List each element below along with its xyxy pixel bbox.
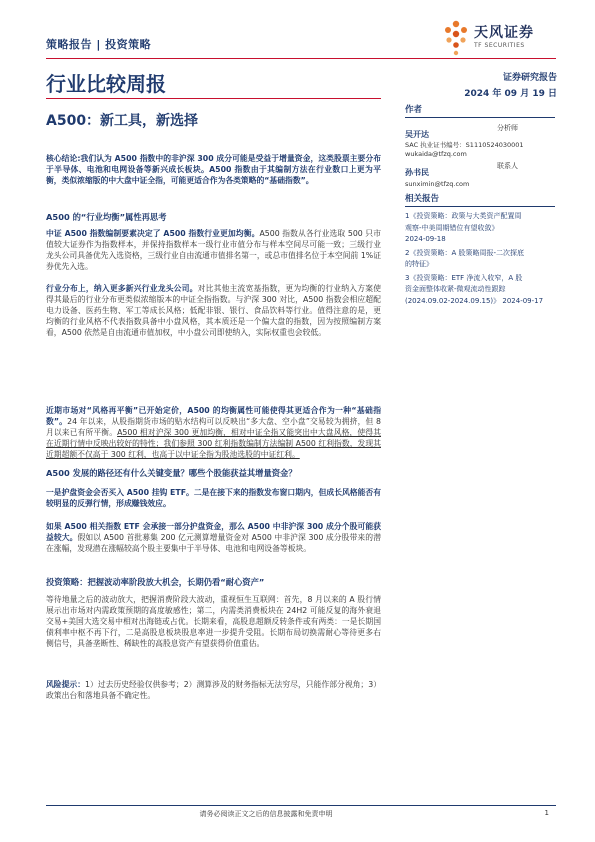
title-divider (46, 98, 381, 99)
paragraph-variables: 一是护盘资金会否买入 A500 挂钩 ETF。二是在接下来的指数发布窗口期内，但成长风格能否有较明显的反弹行情，形成赚钱效应。 (46, 488, 381, 508)
related-section (405, 192, 555, 307)
core-conclusion: 核心结论:我们认为 A500 指数中的非沪深 300 成分可能是受益于增量资金，这类股票主要分布于半导体、电池和电网设备等新兴成长板块。A500 指数由于其编制方法在行业数口上更为平衡，类似浓缩版的中大盘中证全指，可能更适合作为各类策略的“基础指数”。 (46, 154, 381, 185)
brand-logo (440, 18, 560, 62)
authors-section (405, 103, 555, 186)
authors-heading: 作者 (405, 105, 423, 115)
page-number: 1 (544, 809, 549, 817)
author-name: 吴开达 (405, 130, 429, 139)
paragraph-balance: 中证 A500 指数编制要素决定了 A500 指数行业更加均衡。A500 指数从各行业选取 500 只市值较大证券作为指数样本，并保持指数样本一级行业市值分布与样本空间尽可能一致；三级行业龙头公司具备优先入选资格，三级行业自由流通市值排名第一，或总市值排名位于本空间前 1%证券优先入选。 (46, 229, 381, 271)
section-heading-2: A500 发展的路径还有什么关键变量？哪些个股能获益其增量资金？ (46, 468, 297, 478)
paragraph-strategy: 等待地量之后的波动放大，把握消费阶段大波动，重视恒生互联网：首先，8 月以来的 A 股行情展示出市场对内需政策预期的高度敏感性；第二，内需类消费板块在 24H2 可能反复的海外衰退交易+美国大选交易中相对出海链或占优。长期来看，高股息超额反转条件或有两类：一是长期国债利率中枢不再下行，二是高股息板块股息率进一步提升受阻。长期布局切换需耐心等待更多右侧信号，具备垄断性、稀缺性的高股息资产有望获得价值重估。 (46, 595, 381, 648)
author-role: 分析师 (497, 124, 518, 132)
paragraph-industry: 行业分布上，纳入更多新兴行业龙头公司。对比其他主流宽基指数，更为均衡的行业纳入方案使得其最后的行业分布更类似浓缩版本的中证全指指数。与沪深 300 对比，A500 指数会相应超配电力设备、医药生物、军工等成长风格；低配非银、银行、食品饮料等行业。值得注意的是，更均衡的行业风格不代表指数具备中小盘风格，其本质还是一个偏大盘的指数，因为按照编制方案看，A500 依然是自由流通市值加权，中小盘公司即使纳入，实际权重也会较低。 (46, 284, 382, 337)
section-heading-1: A500 的“行业均衡”属性再思考 (46, 212, 167, 222)
paragraph-beneficiaries: 如果 A500 相关指数 ETF 会承接一部分护盘资金，那么 A500 中非沪深 300 成分个股可能获益较大。假如以 A500 首批募集 200 亿元测算增量资金对 A500 中非沪深 300 成分股带来的潜在涨幅，发现潜在涨幅较高个股主要集中于半导体、电池和电网设备等板块。 (46, 522, 381, 553)
logo-text-cn: 天风证券 (474, 25, 534, 41)
logo-text-en: TF SECURITIES (474, 42, 525, 49)
related-heading: 相关报告 (405, 194, 440, 204)
related-report-link[interactable]: 3《投资策略：ETF 净流入收窄，A 股 资金面整体收紧-微观流动性跟踪 (2024.09.02-2024.09.15)》 2024-09-17 (405, 273, 544, 305)
risk-warning: 风险提示：1）过去历史经验仅供参考；2）测算涉及的财务指标无法穷尽，只能作部分视角；3）政策出台和落地具备不确定性。 (46, 680, 381, 700)
related-divider (405, 206, 555, 207)
paragraph-rebalance: 近期市场对“风格再平衡”已开始定价，A500 的均衡属性可能使得其更适合作为一种“基础指数”。24 年以来，从股指期货市场的贴水结构可以反映出“多大盘、空小盘”交易较为拥挤，但 8 月以来已有所平衡。A500 相对沪深 300 更加均衡，相对中证全指又能突出中大盘风格，使得其在近期行情中反映出较好的特性；我们参照 300 红利指数编制方法编制 A500 红利指数，发现其近期超额不仅高于 300 红利，也高于以中证全指为股池选股的中证红利。 (46, 406, 382, 459)
footer-disclaimer: 请务必阅读正文之后的信息披露和免责申明 (199, 810, 333, 818)
authors-divider (405, 117, 555, 118)
author-role: 联系人 (497, 162, 518, 170)
author-card (405, 122, 555, 160)
report-subtitle: A500：新工具，新选择 (46, 113, 199, 129)
related-report-link[interactable]: 1《投资策略：政策与大类资产配置周 观察-中美周期错位有望收敛》 2024-09-18 (405, 212, 522, 243)
footer-divider (46, 805, 556, 806)
author-name: 孙书民 (405, 168, 429, 177)
author-email[interactable]: sunximin@tfzq.com (405, 180, 470, 188)
author-card (405, 160, 555, 186)
logo-dots-icon (440, 18, 472, 58)
header-divider (46, 58, 556, 59)
author-email[interactable]: wukaida@tfzq.com (405, 150, 467, 158)
report-title: 行业比较周报 (46, 72, 166, 96)
report-category: 策略报告 | 投资策略 (46, 38, 152, 51)
author-sac: SAC 执业证书编号：S1110524030001 (405, 141, 524, 149)
section-heading-3: 投资策略：把握波动率阶段放大机会，长期仍看“耐心资产” (46, 577, 265, 587)
report-type: 证券研究报告 (502, 73, 557, 83)
related-report-link[interactable]: 2《投资策略：A 股策略周报-二次探底 的特征》 (405, 248, 524, 268)
report-date: 2024 年 09 月 19 日 (464, 89, 557, 99)
